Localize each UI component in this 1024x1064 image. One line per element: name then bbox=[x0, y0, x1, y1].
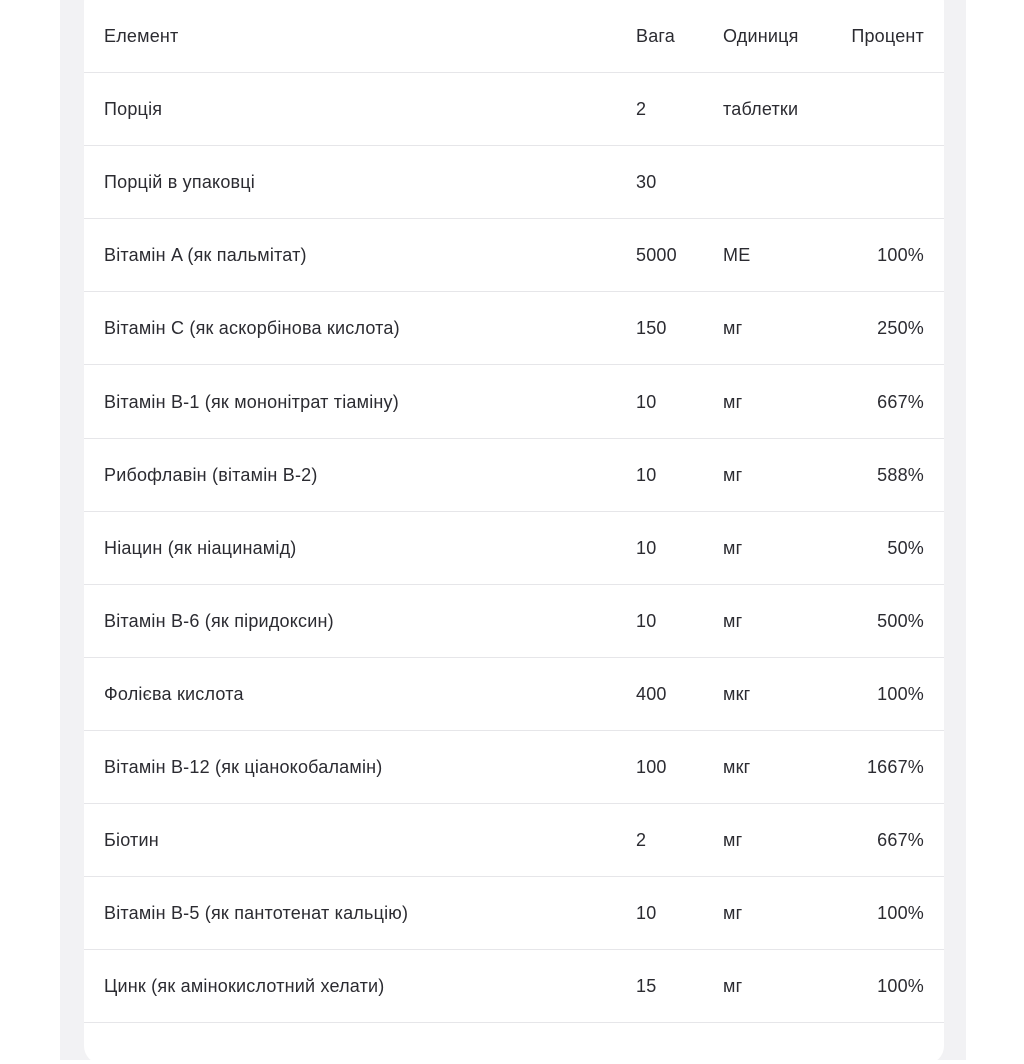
table-row bbox=[84, 146, 944, 219]
row-weight: 10 bbox=[636, 391, 657, 412]
row-weight: 400 bbox=[636, 683, 667, 704]
row-percent: 250% bbox=[877, 318, 924, 339]
nutrition-table bbox=[84, 0, 944, 1064]
row-percent: 100% bbox=[877, 903, 924, 924]
row-percent: 588% bbox=[877, 464, 924, 485]
table-row bbox=[84, 731, 944, 804]
row-weight: 100 bbox=[636, 757, 667, 777]
row-weight: 10 bbox=[636, 903, 657, 924]
row-element: Цинк (як амінокислотний хелати) bbox=[104, 976, 385, 997]
row-element: Біотин bbox=[104, 830, 159, 851]
row-percent: 100% bbox=[877, 245, 924, 266]
row-unit: мг bbox=[723, 610, 743, 631]
row-unit: мг bbox=[723, 830, 743, 851]
row-percent: 100% bbox=[877, 683, 924, 704]
table-row bbox=[84, 512, 944, 585]
header-percent: Процент bbox=[851, 26, 924, 46]
row-percent: 1667% bbox=[866, 757, 924, 777]
row-element: Вітамін B-12 (як ціанокобаламін) bbox=[104, 757, 383, 777]
table-row bbox=[84, 219, 944, 292]
row-element: Рибофлавін (вітамін B-2) bbox=[104, 464, 318, 485]
row-unit: мкг bbox=[723, 757, 751, 777]
row-element: Порція bbox=[104, 99, 163, 120]
row-percent: 50% bbox=[887, 537, 924, 558]
row-weight: 2 bbox=[636, 830, 647, 851]
row-percent: 667% bbox=[877, 830, 924, 851]
row-unit: мг bbox=[723, 464, 743, 485]
table-row bbox=[84, 877, 944, 950]
table-row bbox=[84, 950, 944, 1023]
row-percent: 500% bbox=[877, 610, 924, 631]
row-element: Порцій в упаковці bbox=[104, 172, 256, 193]
table-row bbox=[84, 292, 944, 365]
row-unit: мг bbox=[723, 903, 743, 924]
row-element: Вітамін B-6 (як піридоксин) bbox=[104, 610, 334, 631]
table-row bbox=[84, 658, 944, 731]
row-element: Вітамін C (як аскорбінова кислота) bbox=[104, 318, 400, 339]
header-element: Елемент bbox=[104, 26, 179, 46]
row-percent: 100% bbox=[877, 976, 924, 997]
row-weight: 5000 bbox=[636, 245, 677, 266]
table-row bbox=[84, 804, 944, 877]
table-row bbox=[84, 585, 944, 658]
row-element: Вітамін A (як пальмітат) bbox=[104, 245, 307, 266]
row-weight: 10 bbox=[636, 610, 657, 631]
row-unit: мг bbox=[723, 391, 743, 412]
row-element: Вітамін B-1 (як мононітрат тіаміну) bbox=[104, 391, 399, 412]
row-element: Ніацин (як ніацинамід) bbox=[104, 537, 297, 558]
row-element: Вітамін B-5 (як пантотенат кальцію) bbox=[104, 903, 409, 924]
row-unit: МЕ bbox=[723, 245, 751, 266]
table-row bbox=[84, 439, 944, 512]
row-unit: мг bbox=[723, 976, 743, 997]
row-unit: мкг bbox=[723, 683, 751, 704]
row-weight: 15 bbox=[636, 976, 657, 997]
row-unit: мг bbox=[723, 318, 743, 339]
row-weight: 30 bbox=[636, 172, 657, 193]
row-unit: мг bbox=[723, 537, 743, 558]
table-header-row bbox=[84, 0, 944, 73]
row-weight: 10 bbox=[636, 537, 657, 558]
table-row bbox=[84, 366, 944, 439]
row-unit: таблетки bbox=[723, 99, 799, 120]
row-weight: 10 bbox=[636, 464, 657, 485]
row-weight: 150 bbox=[636, 318, 667, 339]
row-percent: 667% bbox=[877, 391, 924, 412]
table-row bbox=[84, 73, 944, 146]
header-unit: Одиниця bbox=[723, 26, 799, 46]
header-weight: Вага bbox=[636, 26, 675, 46]
row-weight: 2 bbox=[636, 99, 647, 120]
row-element: Фолієва кислота bbox=[104, 683, 244, 704]
